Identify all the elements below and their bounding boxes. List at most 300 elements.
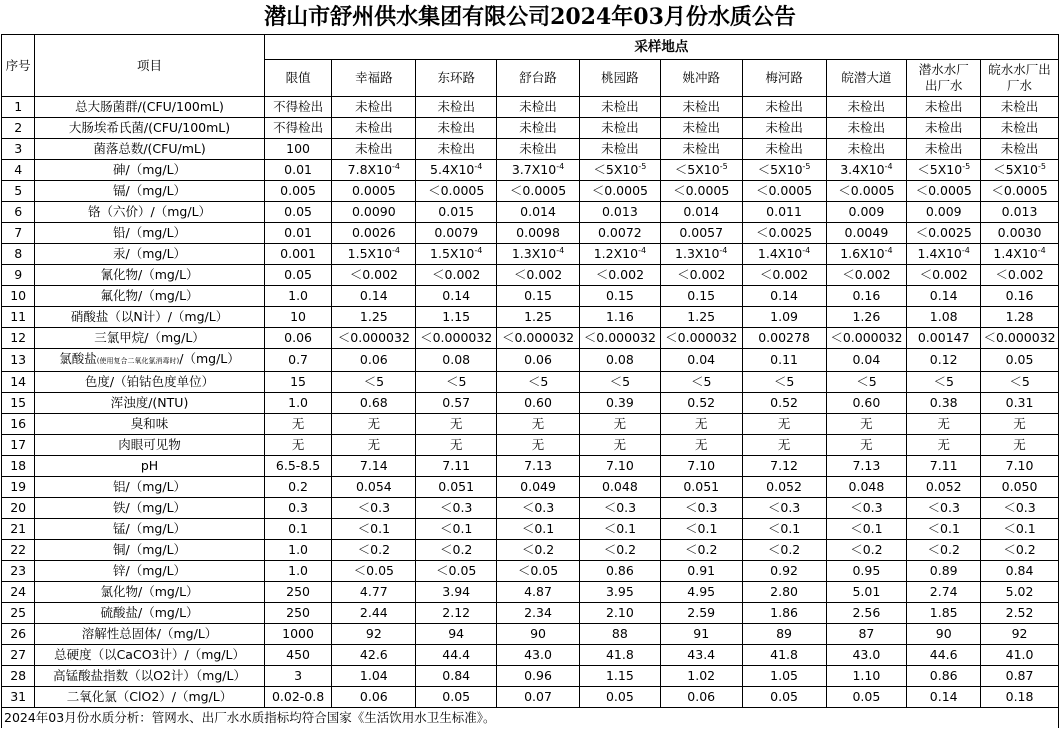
- measured-value: 未检出: [579, 118, 660, 139]
- measured-value: 0.86: [907, 666, 981, 687]
- row-number: 31: [2, 687, 35, 708]
- measured-value: 1.25: [660, 307, 742, 328]
- measured-value: 无: [660, 414, 742, 435]
- header-site: 皖潜大道: [826, 60, 907, 97]
- item-name: 汞/（mg/L）: [35, 244, 264, 265]
- row-number: 12: [2, 328, 35, 349]
- table-row: [2, 477, 1059, 498]
- row-number: 11: [2, 307, 35, 328]
- limit-value: 0.7: [264, 349, 332, 372]
- limit-value: 无: [264, 414, 332, 435]
- measured-value: 0.049: [497, 477, 580, 498]
- item-name: [35, 349, 264, 372]
- measured-value: 0.05: [981, 349, 1059, 372]
- measured-value: ＜5: [907, 372, 981, 393]
- exponent: -4: [556, 246, 565, 255]
- measured-value: 未检出: [907, 139, 981, 160]
- footer-row: [2, 708, 1059, 729]
- header-site: 皖水水厂出厂水: [981, 60, 1059, 97]
- item-name: 三氯甲烷/（mg/L）: [35, 328, 264, 349]
- measured-value: 4.77: [332, 582, 416, 603]
- exponent: -5: [962, 162, 971, 171]
- measured-value: ＜5: [742, 372, 826, 393]
- measured-value: ＜5: [826, 372, 907, 393]
- measured-value: 0.0005: [332, 181, 416, 202]
- measured-value: 2.12: [416, 603, 497, 624]
- item-note: (使用复合二氧化氯消毒时): [96, 357, 180, 365]
- measured-value: 0.0049: [826, 223, 907, 244]
- measured-value: 无: [416, 435, 497, 456]
- exponent: -4: [884, 162, 893, 171]
- measured-value: ＜0.2: [981, 540, 1059, 561]
- measured-value: 0.048: [579, 477, 660, 498]
- table-row: [2, 286, 1059, 307]
- measured-value: ＜5: [497, 372, 580, 393]
- measured-value: 44.4: [416, 645, 497, 666]
- measured-value: ＜0.1: [416, 519, 497, 540]
- item-name: 硝酸盐（以N计）/（mg/L）: [35, 307, 264, 328]
- measured-value: 0.57: [416, 393, 497, 414]
- measured-value: 3.94: [416, 582, 497, 603]
- measured-value: 无: [826, 414, 907, 435]
- table-row: [2, 561, 1059, 582]
- item-name: 大肠埃希氏菌/(CFU/100mL): [35, 118, 264, 139]
- measured-value: 无: [497, 414, 580, 435]
- measured-value: 0.31: [981, 393, 1059, 414]
- limit-value: 10: [264, 307, 332, 328]
- header-site: 梅河路: [742, 60, 826, 97]
- measured-value: 92: [981, 624, 1059, 645]
- measured-value: 3.95: [579, 582, 660, 603]
- table-row: [2, 202, 1059, 223]
- measured-value: 0.95: [826, 561, 907, 582]
- measured-value: ＜0.0025: [907, 223, 981, 244]
- measured-value: 7.13: [826, 456, 907, 477]
- water-quality-table: [1, 34, 1059, 728]
- measured-value: 0.05: [416, 687, 497, 708]
- table-row: [2, 414, 1059, 435]
- limit-value: 0.02-0.8: [264, 687, 332, 708]
- measured-value: 0.009: [826, 202, 907, 223]
- row-number: 13: [2, 349, 35, 372]
- row-number: 7: [2, 223, 35, 244]
- table-row: [2, 307, 1059, 328]
- row-number: 3: [2, 139, 35, 160]
- row-number: 25: [2, 603, 35, 624]
- item-name: 高锰酸盐指数（以O2计）（mg/L）: [35, 666, 264, 687]
- measured-value: ＜0.002: [742, 265, 826, 286]
- exponent: -4: [961, 246, 970, 255]
- measured-value: 5.01: [826, 582, 907, 603]
- measured-value: 0.00278: [742, 328, 826, 349]
- limit-value: 0.01: [264, 223, 332, 244]
- measured-value: ＜0.000032: [332, 328, 416, 349]
- measured-value: ＜0.000032: [826, 328, 907, 349]
- table-row: [2, 118, 1059, 139]
- measured-value: ＜0.3: [826, 498, 907, 519]
- measured-value: 0.014: [660, 202, 742, 223]
- measured-value: ＜0.002: [826, 265, 907, 286]
- measured-value: 90: [497, 624, 580, 645]
- measured-value: 0.84: [981, 561, 1059, 582]
- measured-value: 0.015: [416, 202, 497, 223]
- measured-value: 1.86: [742, 603, 826, 624]
- measured-value: 1.02: [660, 666, 742, 687]
- measured-value: 无: [826, 435, 907, 456]
- measured-value: 0.050: [981, 477, 1059, 498]
- measured-value: 1.04: [332, 666, 416, 687]
- measured-value: 无: [579, 414, 660, 435]
- header-row-group: [2, 35, 1059, 60]
- measured-value: 1.16: [579, 307, 660, 328]
- item-name: 镉/（mg/L）: [35, 181, 264, 202]
- measured-value: ＜0.05: [497, 561, 580, 582]
- limit-value: 0.01: [264, 160, 332, 181]
- measured-value: 0.051: [416, 477, 497, 498]
- measured-value: 0.0057: [660, 223, 742, 244]
- measured-value: ＜5: [332, 372, 416, 393]
- item-name: 菌落总数/(CFU/mL): [35, 139, 264, 160]
- measured-value: 0.048: [826, 477, 907, 498]
- item-unit: /（mg/L）: [179, 351, 240, 366]
- measured-value: 43.4: [660, 645, 742, 666]
- table-row: [2, 645, 1059, 666]
- item-name: 总大肠菌群/(CFU/100mL): [35, 97, 264, 118]
- measured-value: ＜0.2: [332, 540, 416, 561]
- measured-value: $7.8X10^{-4}$: [332, 160, 416, 181]
- measured-value: 2.34: [497, 603, 580, 624]
- measured-value: 0.04: [826, 349, 907, 372]
- measured-value: ＜0.3: [660, 498, 742, 519]
- measured-value: $1.2X10^{-4}$: [579, 244, 660, 265]
- limit-value: 1000: [264, 624, 332, 645]
- measured-value: $<5X10^{-5}$: [579, 160, 660, 181]
- measured-value: ＜0.05: [332, 561, 416, 582]
- measured-value: ＜0.002: [660, 265, 742, 286]
- measured-value: 未检出: [660, 97, 742, 118]
- measured-value: 0.14: [416, 286, 497, 307]
- exponent: -5: [1038, 162, 1046, 171]
- measured-value: 无: [497, 435, 580, 456]
- table-row: [2, 223, 1059, 244]
- measured-value: 0.38: [907, 393, 981, 414]
- measured-value: 0.92: [742, 561, 826, 582]
- measured-value: 2.44: [332, 603, 416, 624]
- measured-value: 0.0030: [981, 223, 1059, 244]
- table-body: [2, 97, 1059, 708]
- measured-value: 43.0: [826, 645, 907, 666]
- header-site: 东环路: [416, 60, 497, 97]
- measured-value: 未检出: [497, 139, 580, 160]
- measured-value: 0.86: [579, 561, 660, 582]
- limit-value: 0.001: [264, 244, 332, 265]
- measured-value: ＜0.2: [742, 540, 826, 561]
- measured-value: 1.10: [826, 666, 907, 687]
- table-row: [2, 687, 1059, 708]
- measured-value: 2.52: [981, 603, 1059, 624]
- measured-value: 未检出: [981, 118, 1059, 139]
- measured-value: 7.10: [579, 456, 660, 477]
- measured-value: ＜0.3: [981, 498, 1059, 519]
- measured-value: 4.95: [660, 582, 742, 603]
- measured-value: $<5X10^{-5}$: [981, 160, 1059, 181]
- measured-value: 0.0098: [497, 223, 580, 244]
- measured-value: 未检出: [826, 97, 907, 118]
- row-number: 27: [2, 645, 35, 666]
- limit-value: 0.1: [264, 519, 332, 540]
- limit-value: 0.3: [264, 498, 332, 519]
- row-number: 8: [2, 244, 35, 265]
- measured-value: 7.14: [332, 456, 416, 477]
- row-number: 24: [2, 582, 35, 603]
- measured-value: 未检出: [742, 118, 826, 139]
- limit-value: 250: [264, 582, 332, 603]
- exponent: -4: [474, 246, 483, 255]
- limit-value: 0.005: [264, 181, 332, 202]
- table-row: [2, 181, 1059, 202]
- item-label: 氯酸盐: [59, 351, 97, 366]
- measured-value: $5.4X10^{-4}$: [416, 160, 497, 181]
- measured-value: 0.06: [497, 349, 580, 372]
- measured-value: 0.96: [497, 666, 580, 687]
- measured-value: 0.87: [981, 666, 1059, 687]
- measured-value: 7.10: [660, 456, 742, 477]
- measured-value: 0.009: [907, 202, 981, 223]
- table-row: [2, 265, 1059, 286]
- row-number: 1: [2, 97, 35, 118]
- item-name: 氟化物/（mg/L）: [35, 286, 264, 307]
- measured-value: 0.89: [907, 561, 981, 582]
- exponent: -5: [719, 162, 728, 171]
- measured-value: 未检出: [907, 118, 981, 139]
- measured-value: 0.05: [826, 687, 907, 708]
- measured-value: 0.08: [579, 349, 660, 372]
- exponent: -4: [638, 246, 647, 255]
- measured-value: 未检出: [742, 139, 826, 160]
- measured-value: 未检出: [416, 139, 497, 160]
- page-title: 潜山市舒州供水集团有限公司2024年03月份水质公告: [264, 4, 796, 30]
- row-number: 28: [2, 666, 35, 687]
- measured-value: 无: [332, 414, 416, 435]
- measured-value: 0.16: [826, 286, 907, 307]
- measured-value: 无: [332, 435, 416, 456]
- measured-value: 0.52: [660, 393, 742, 414]
- measured-value: 1.09: [742, 307, 826, 328]
- measured-value: 0.16: [981, 286, 1059, 307]
- exponent: -4: [802, 246, 811, 255]
- row-number: 22: [2, 540, 35, 561]
- row-number: 19: [2, 477, 35, 498]
- measured-value: 44.6: [907, 645, 981, 666]
- measured-value: ＜0.000032: [660, 328, 742, 349]
- measured-value: 0.14: [907, 687, 981, 708]
- table-row: [2, 456, 1059, 477]
- table-row: [2, 393, 1059, 414]
- limit-value: 250: [264, 603, 332, 624]
- limit-value: 450: [264, 645, 332, 666]
- measured-value: 0.52: [742, 393, 826, 414]
- table-row: [2, 603, 1059, 624]
- measured-value: ＜0.002: [332, 265, 416, 286]
- measured-value: 未检出: [332, 139, 416, 160]
- measured-value: ＜0.0005: [742, 181, 826, 202]
- table-row: [2, 244, 1059, 265]
- measured-value: 89: [742, 624, 826, 645]
- measured-value: ＜5: [660, 372, 742, 393]
- measured-value: $1.5X10^{-4}$: [332, 244, 416, 265]
- measured-value: ＜0.002: [497, 265, 580, 286]
- limit-value: 0.2: [264, 477, 332, 498]
- measured-value: ＜0.002: [981, 265, 1059, 286]
- limit-value: 0.05: [264, 265, 332, 286]
- measured-value: $<5X10^{-5}$: [907, 160, 981, 181]
- measured-value: 无: [907, 435, 981, 456]
- measured-value: 7.12: [742, 456, 826, 477]
- row-number: 15: [2, 393, 35, 414]
- row-number: 10: [2, 286, 35, 307]
- measured-value: 1.15: [416, 307, 497, 328]
- measured-value: ＜0.1: [579, 519, 660, 540]
- limit-value: 1.0: [264, 540, 332, 561]
- table-row: [2, 666, 1059, 687]
- measured-value: 2.59: [660, 603, 742, 624]
- table-row: [2, 435, 1059, 456]
- table-row: [2, 498, 1059, 519]
- exponent: -4: [884, 246, 893, 255]
- measured-value: 未检出: [981, 97, 1059, 118]
- header-site: 姚冲路: [660, 60, 742, 97]
- measured-value: 0.06: [660, 687, 742, 708]
- exponent: -4: [392, 162, 401, 171]
- measured-value: ＜5: [579, 372, 660, 393]
- measured-value: 1.08: [907, 307, 981, 328]
- measured-value: 未检出: [742, 97, 826, 118]
- measured-value: 42.6: [332, 645, 416, 666]
- measured-value: ＜0.0005: [416, 181, 497, 202]
- header-site: 桃园路: [579, 60, 660, 97]
- measured-value: 0.0026: [332, 223, 416, 244]
- exponent: -4: [719, 246, 728, 255]
- measured-value: 41.8: [742, 645, 826, 666]
- measured-value: ＜0.2: [660, 540, 742, 561]
- item-name: 砷/（mg/L）: [35, 160, 264, 181]
- measured-value: ＜0.1: [826, 519, 907, 540]
- measured-value: 无: [742, 435, 826, 456]
- measured-value: 0.14: [742, 286, 826, 307]
- measured-value: 90: [907, 624, 981, 645]
- measured-value: 0.18: [981, 687, 1059, 708]
- measured-value: ＜0.0005: [907, 181, 981, 202]
- measured-value: 1.15: [579, 666, 660, 687]
- measured-value: ＜0.1: [497, 519, 580, 540]
- measured-value: ＜0.1: [907, 519, 981, 540]
- measured-value: 0.052: [907, 477, 981, 498]
- measured-value: 0.011: [742, 202, 826, 223]
- limit-value: 不得检出: [264, 97, 332, 118]
- measured-value: 2.74: [907, 582, 981, 603]
- measured-value: 未检出: [332, 118, 416, 139]
- row-number: 16: [2, 414, 35, 435]
- measured-value: ＜0.002: [416, 265, 497, 286]
- measured-value: ＜0.2: [826, 540, 907, 561]
- item-name: pH: [35, 456, 264, 477]
- measured-value: 0.054: [332, 477, 416, 498]
- measured-value: 0.013: [981, 202, 1059, 223]
- exponent: -4: [392, 246, 401, 255]
- measured-value: 7.13: [497, 456, 580, 477]
- item-name: 氰化物/（mg/L）: [35, 265, 264, 286]
- measured-value: 0.08: [416, 349, 497, 372]
- exponent: -4: [474, 162, 483, 171]
- item-name: 总硬度（以CaCO3计）/（mg/L）: [35, 645, 264, 666]
- measured-value: $<5X10^{-5}$: [660, 160, 742, 181]
- measured-value: 无: [579, 435, 660, 456]
- measured-value: 未检出: [497, 118, 580, 139]
- measured-value: 1.85: [907, 603, 981, 624]
- measured-value: $1.4X10^{-4}$: [742, 244, 826, 265]
- measured-value: 未检出: [416, 118, 497, 139]
- measured-value: ＜0.3: [742, 498, 826, 519]
- item-name: 硫酸盐/（mg/L）: [35, 603, 264, 624]
- item-name: 浑浊度/(NTU): [35, 393, 264, 414]
- measured-value: 未检出: [907, 97, 981, 118]
- measured-value: ＜0.0005: [981, 181, 1059, 202]
- measured-value: 4.87: [497, 582, 580, 603]
- measured-value: 87: [826, 624, 907, 645]
- row-number: 14: [2, 372, 35, 393]
- measured-value: ＜0.0005: [826, 181, 907, 202]
- limit-value: 0.05: [264, 202, 332, 223]
- item-name: 铬（六价）/（mg/L）: [35, 202, 264, 223]
- measured-value: 无: [981, 414, 1059, 435]
- measured-value: 未检出: [981, 139, 1059, 160]
- item-name: 铁/（mg/L）: [35, 498, 264, 519]
- table-row: [2, 97, 1059, 118]
- limit-value: 不得检出: [264, 118, 332, 139]
- measured-value: 2.10: [579, 603, 660, 624]
- item-name: 二氧化氯（ClO2）/（mg/L）: [35, 687, 264, 708]
- measured-value: 7.10: [981, 456, 1059, 477]
- measured-value: ＜0.1: [332, 519, 416, 540]
- table-row: [2, 519, 1059, 540]
- measured-value: 0.15: [660, 286, 742, 307]
- measured-value: ＜0.002: [907, 265, 981, 286]
- limit-value: 6.5-8.5: [264, 456, 332, 477]
- measured-value: 94: [416, 624, 497, 645]
- measured-value: 未检出: [826, 118, 907, 139]
- measured-value: 0.0079: [416, 223, 497, 244]
- measured-value: 1.25: [332, 307, 416, 328]
- item-name: 锰/（mg/L）: [35, 519, 264, 540]
- footer-analysis: 2024年03月份水质分析：管网水、出厂水水质指标均符合国家《生活饮用水卫生标准》。: [2, 708, 1059, 729]
- measured-value: $3.7X10^{-4}$: [497, 160, 580, 181]
- measured-value: 未检出: [660, 139, 742, 160]
- table-row: [2, 624, 1059, 645]
- measured-value: ＜0.3: [497, 498, 580, 519]
- limit-value: 1.0: [264, 286, 332, 307]
- measured-value: 0.052: [742, 477, 826, 498]
- measured-value: ＜0.0005: [497, 181, 580, 202]
- measured-value: $1.4X10^{-4}$: [981, 244, 1059, 265]
- row-number: 18: [2, 456, 35, 477]
- row-number: 17: [2, 435, 35, 456]
- measured-value: $3.4X10^{-4}$: [826, 160, 907, 181]
- exponent: -4: [556, 162, 565, 171]
- measured-value: 0.60: [497, 393, 580, 414]
- measured-value: $1.5X10^{-4}$: [416, 244, 497, 265]
- measured-value: 1.05: [742, 666, 826, 687]
- table-row: [2, 540, 1059, 561]
